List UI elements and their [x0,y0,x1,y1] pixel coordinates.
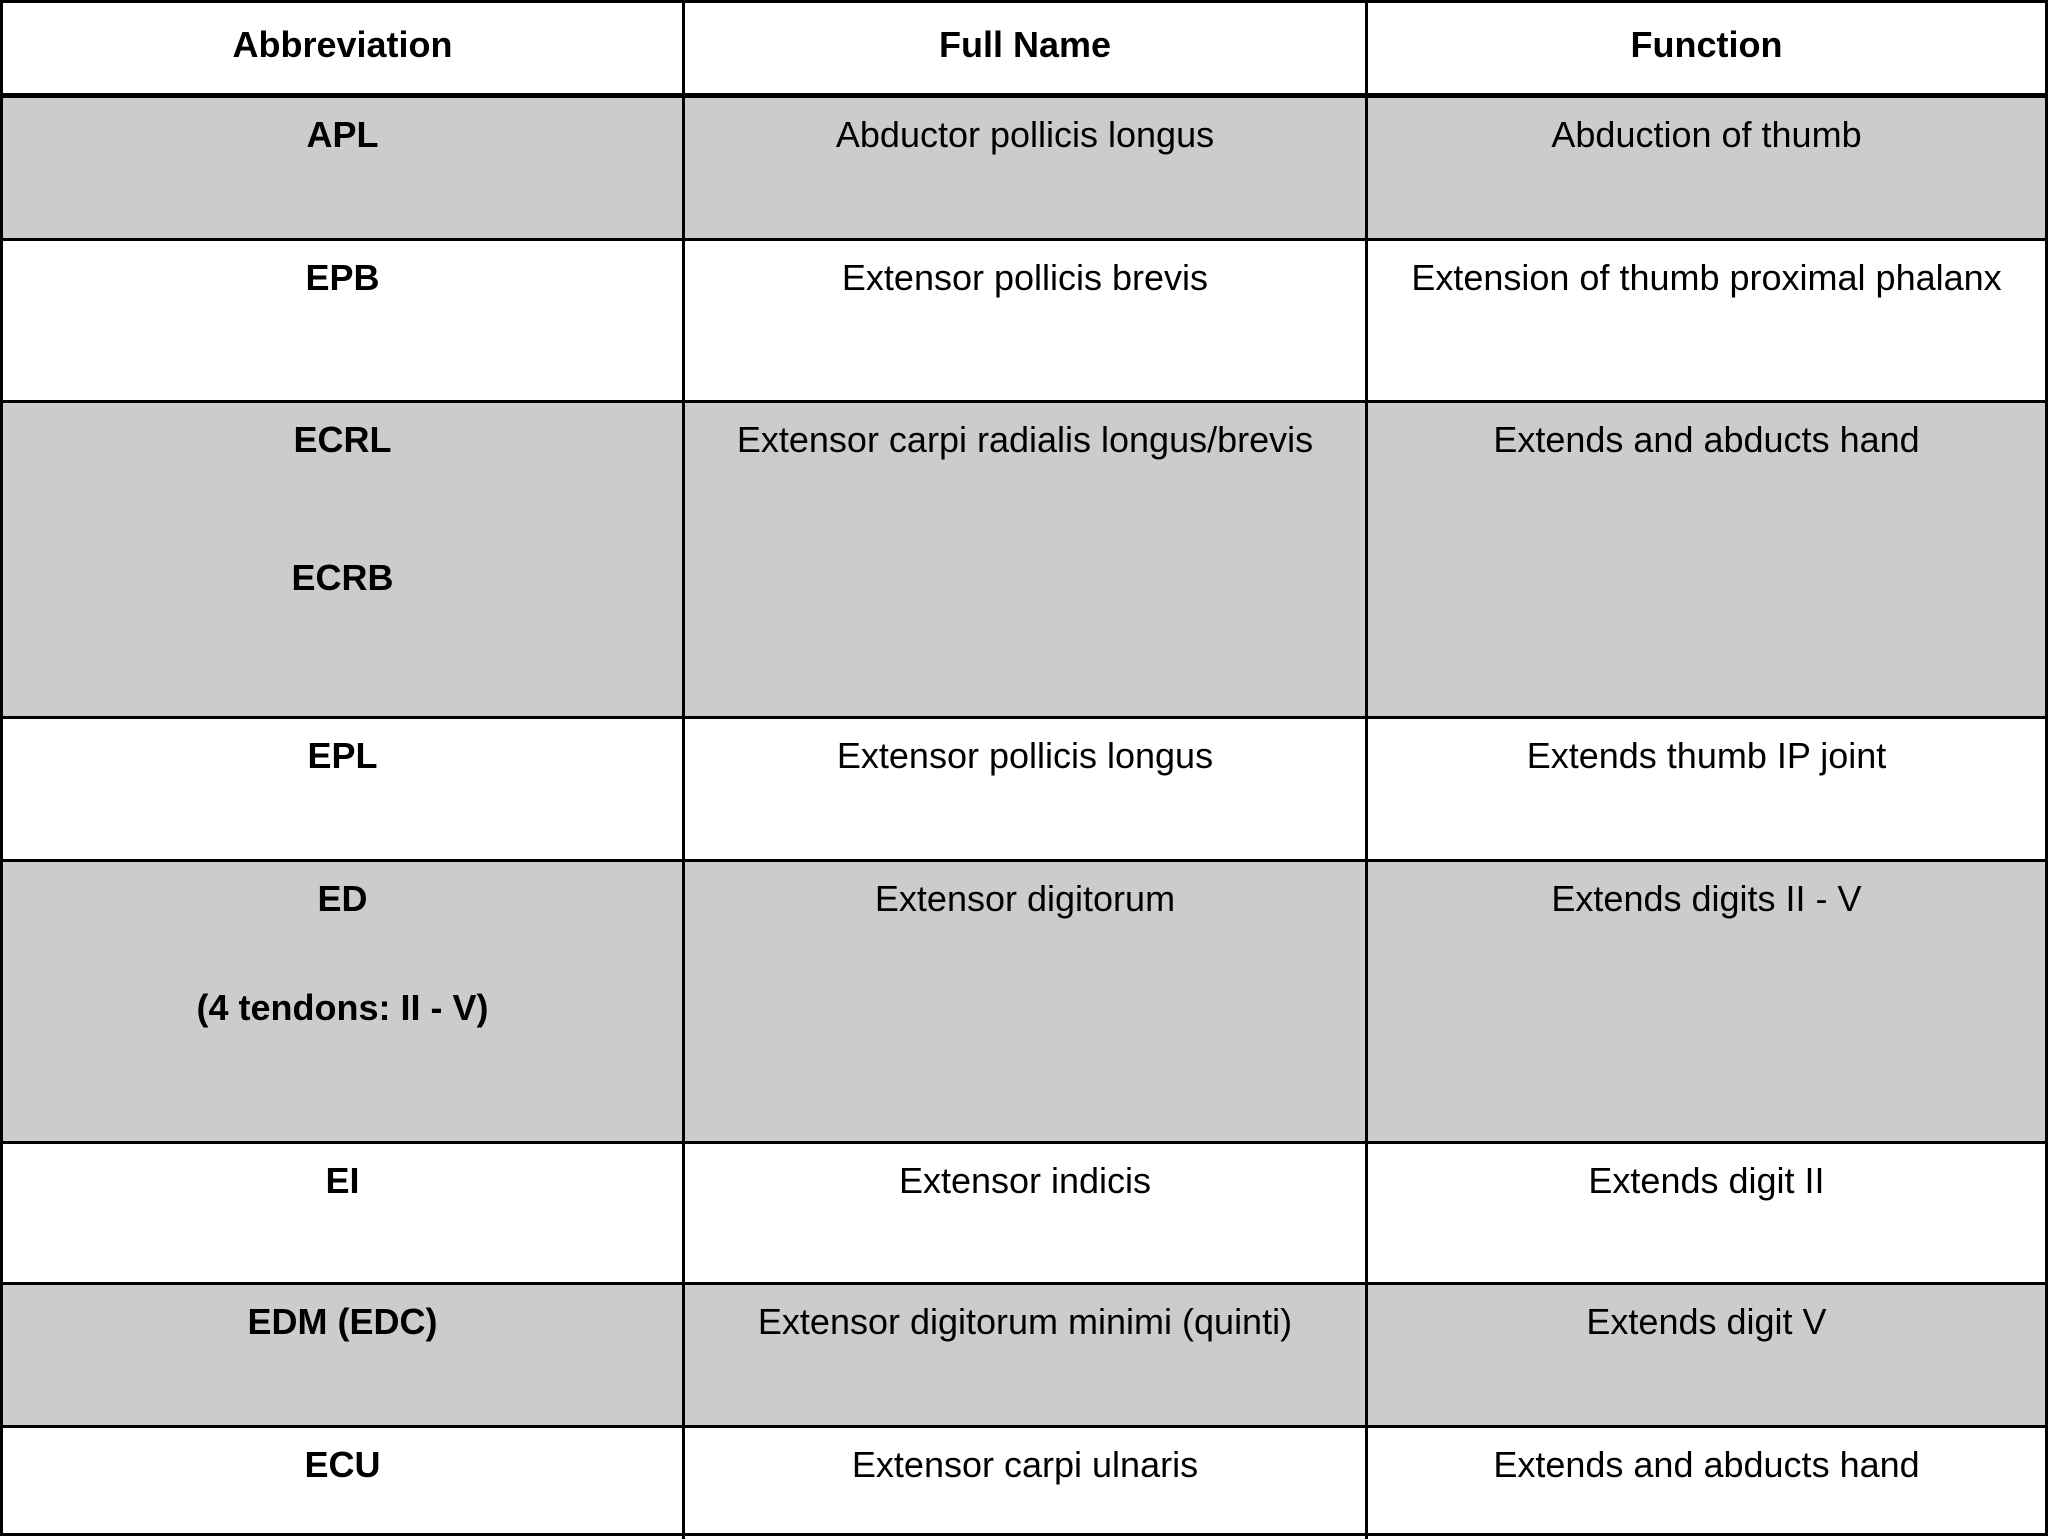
abbreviation-cell [3,1144,685,1282]
abbreviation-text: EI [325,1160,360,1201]
full-name-cell: Extensor carpi ulnaris [685,1428,1368,1539]
function-cell: Extends digits II - V [1551,878,1862,919]
abbreviation-text: EPB [305,257,380,298]
abbreviation-text: ED [317,878,368,919]
table-row [3,716,2045,859]
abbreviation-cell [3,1285,685,1425]
full-name-cell: Extensor carpi radialis longus/brevis [685,403,1368,716]
header-full-name: Full Name [685,3,1368,93]
full-name-cell: Extensor digitorum [685,862,1368,1141]
header-function: Function [1630,24,1783,65]
table-row [3,1282,2045,1425]
table-row [3,400,2045,716]
abbreviation-secondary-text: ECRB [291,557,394,598]
abbreviation-text: ECRL [293,419,392,460]
function-cell: Extends digit V [1586,1301,1827,1342]
abbreviation-text: EPL [307,735,378,776]
header-abbreviation: Abbreviation [3,3,685,93]
table-header-row [3,3,2045,98]
table-row [3,859,2045,1141]
abbreviation-text: EDM (EDC) [247,1301,438,1342]
full-name-cell: Extensor pollicis longus [685,719,1368,859]
function-cell: Extends and abducts hand [1493,1444,1920,1485]
function-cell: Extends digit II [1588,1160,1825,1201]
table-row [3,98,2045,238]
abbreviation-cell [3,1428,685,1539]
full-name-cell: Extensor pollicis brevis [685,241,1368,400]
table-row [3,1425,2045,1539]
full-name-cell: Extensor digitorum minimi (quinti) [685,1285,1368,1425]
table-row [3,1141,2045,1282]
abbreviation-secondary-text: (4 tendons: II - V) [196,987,489,1028]
abbreviation-text: ECU [304,1444,381,1485]
abbreviation-cell [3,403,685,716]
table-row [3,238,2045,400]
function-cell: Extends thumb IP joint [1526,735,1887,776]
abbreviation-cell [3,719,685,859]
abbreviation-cell [3,241,685,400]
function-cell: Extends and abducts hand [1493,419,1920,460]
abbreviation-cell [3,98,685,238]
function-cell: Abduction of thumb [1551,114,1862,155]
abbreviation-cell [3,862,685,1141]
full-name-cell: Extensor indicis [685,1144,1368,1282]
function-cell: Extension of thumb proximal phalanx [1411,257,2002,298]
abbreviation-text: APL [306,114,379,155]
full-name-cell: Abductor pollicis longus [685,98,1368,238]
